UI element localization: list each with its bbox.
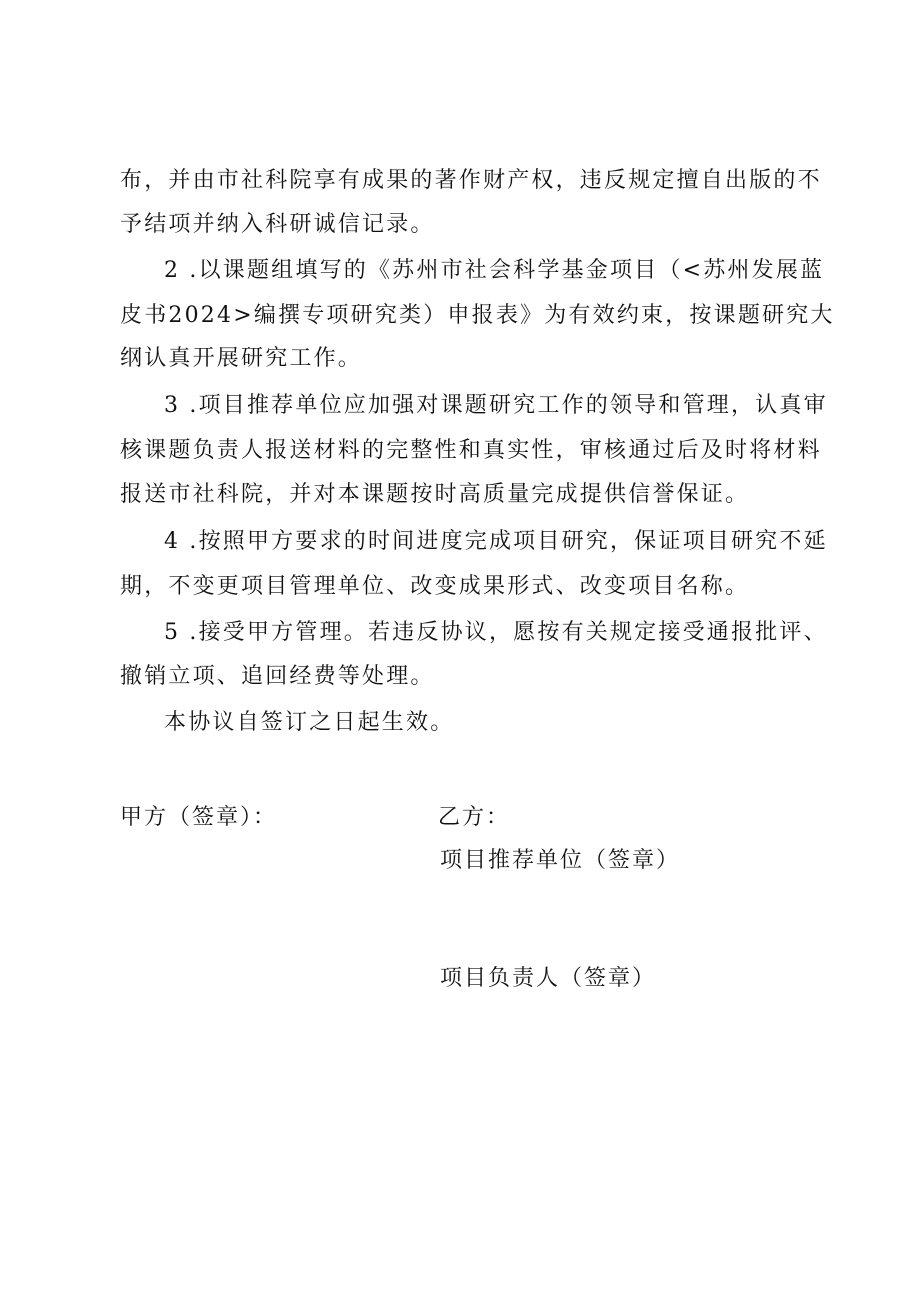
paragraph-line: 撤销立项、追回经费等处理。: [120, 664, 435, 689]
party-a-signature-label: 甲方（签章）：: [120, 805, 278, 830]
paragraph-line: 布，并由市社科院享有成果的著作财产权，违反规定擅自出版的不: [120, 168, 822, 193]
paragraph-line: 报送市社科院，并对本课题按时高质量完成提供信誉保证。: [120, 482, 750, 507]
recommending-unit-signature-label: 项目推荐单位（签章）: [440, 848, 681, 873]
party-b-label: 乙方：: [438, 805, 511, 830]
paragraph-line: 3 .项目推荐单位应加强对课题研究工作的领导和管理，认真审: [164, 393, 828, 418]
paragraph-line: 纲认真开展研究工作。: [120, 346, 363, 371]
paragraph-line: 予结项并纳入科研诚信记录。: [120, 212, 435, 237]
paragraph-line: 本协议自签订之日起生效。: [164, 710, 455, 735]
paragraph-line: 皮书2024>编撰专项研究类）申报表》为有效约束，按课题研究大: [120, 303, 835, 328]
paragraph-line: 5 .接受甲方管理。若违反协议，愿按有关规定接受通报批评、: [164, 620, 828, 645]
paragraph-line: 4 .按照甲方要求的时间进度完成项目研究，保证项目研究不延: [164, 529, 828, 554]
paragraph-line: 2 .以课题组填写的《苏州市社会科学基金项目（<苏州发展蓝: [164, 258, 825, 283]
paragraph-line: 核课题负责人报送材料的完整性和真实性，审核通过后及时将材料: [120, 438, 822, 463]
paragraph-line: 期，不变更项目管理单位、改变成果形式、改变项目名称。: [120, 574, 750, 599]
project-leader-signature-label: 项目负责人（签章）: [440, 966, 657, 991]
